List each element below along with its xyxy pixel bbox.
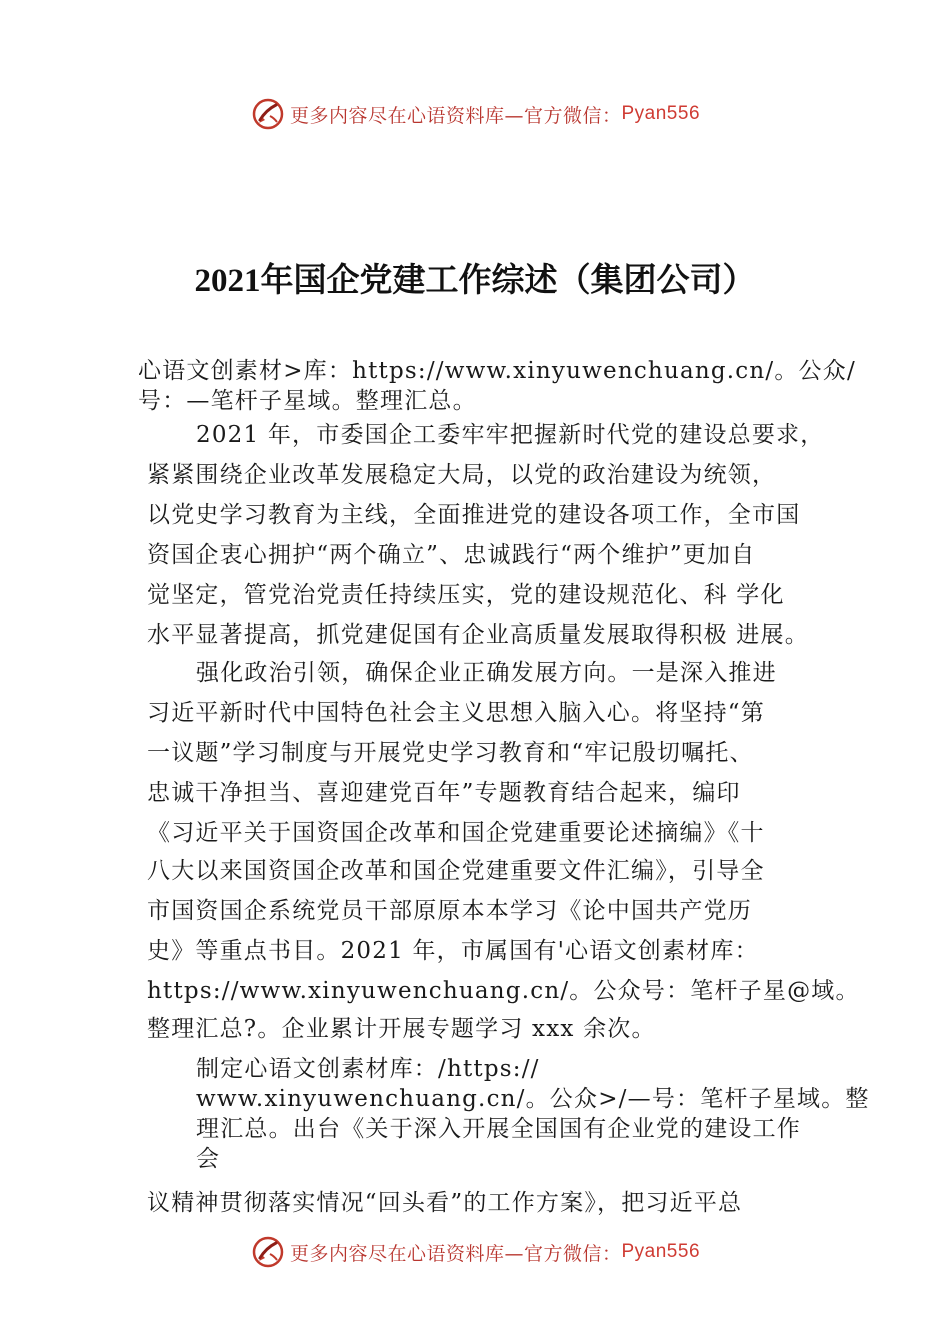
body-line: 水平显著提高，抓党建促国有企业高质量发展取得积极 进展。 xyxy=(147,622,809,648)
body-line: 理汇总。出台《关于深入开展全国国有企业党的建设工作 xyxy=(196,1116,801,1142)
brush-logo-icon xyxy=(250,96,286,132)
header-banner xyxy=(0,94,950,134)
body-line: https://www.xinyuwenchuang.cn/。公众号：笔杆子星@域。 xyxy=(147,978,860,1004)
body-line: 八大以来国资国企改革和国企党建重要文件汇编》，引导全 xyxy=(147,858,765,884)
body-line: 一议题”学习制度与开展党史学习教育和“牢记殷切嘱托、 xyxy=(147,740,754,766)
body-line: 资国企衷心拥护“两个确立”、忠诚践行“两个维护”更加自 xyxy=(147,542,756,568)
body-line: 紧紧围绕企业改革发展稳定大局，以党的政治建设为统领， xyxy=(147,462,777,488)
brush-logo-icon xyxy=(250,1234,286,1270)
body-line: 制定心语文创素材库：/https:// xyxy=(196,1056,540,1082)
body-line: 忠诚干净担当、喜迎建党百年”专题教育结合起来，编印 xyxy=(147,780,741,806)
body-line: 市国资国企系统党员干部原原本本学习《论中国共产党历 xyxy=(147,898,752,924)
banner-text: 更多内容尽在心语资料库—官方微信： xyxy=(289,104,622,127)
body-line: 史》等重点书目。2021 年，市属国有'心语文创素材库： xyxy=(147,938,759,964)
banner-text: 更多内容尽在心语资料库—官方微信： xyxy=(289,1242,622,1265)
body-line: 整理汇总?。企业累计开展专题学习 xxx 余次。 xyxy=(147,1016,656,1042)
body-line: 强化政治引领，确保企业正确发展方向。一是深入推进 xyxy=(196,660,777,686)
body-line: 习近平新时代中国特色社会主义思想入脑入心。将坚持“第 xyxy=(147,700,765,726)
document-title: 2021年国企党建工作综述（集团公司） xyxy=(194,263,756,299)
banner-wechat-id: Pyan556 xyxy=(621,1241,701,1262)
body-line: www.xinyuwenchuang.cn/。公众>/—号：笔杆子星域。整 xyxy=(196,1086,870,1112)
body-line: 心语文创素材>库：https://www.xinyuwenchuang.cn/。公众/ xyxy=(138,358,856,384)
body-line: 2021 年，市委国企工委牢牢把握新时代党的建设总要求， xyxy=(196,422,825,448)
body-line: 觉坚定，管党治党责任持续压实，党的建设规范化、科 学化 xyxy=(147,582,785,608)
body-line: 议精神贯彻落实情况“回头看”的工作方案》，把习近平总 xyxy=(147,1190,743,1216)
body-line: 《习近平关于国资国企改革和国企党建重要论述摘编》《十 xyxy=(147,820,765,846)
banner-wechat-id: Pyan556 xyxy=(621,103,701,124)
footer-banner xyxy=(0,1232,950,1272)
body-line: 号：—笔杆子星域。整理汇总。 xyxy=(138,388,477,414)
body-line: 会 xyxy=(196,1146,221,1172)
body-line: 以党史学习教育为主线，全面推进党的建设各项工作，全市国 xyxy=(147,502,801,528)
